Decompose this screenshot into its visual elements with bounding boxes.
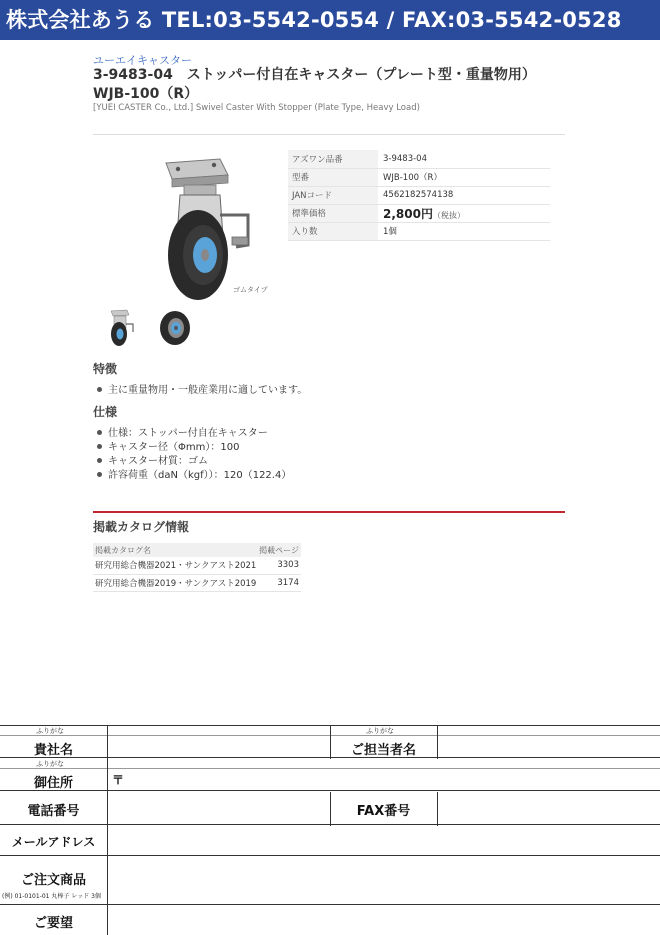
price-cell [378, 204, 550, 222]
bullet-icon [97, 472, 102, 477]
spec-value: 1個 [378, 222, 550, 240]
header-banner: 株式会社あうる TEL:03-5542-0554 / FAX:03-5542-0528 [0, 0, 660, 40]
catalog-col-page: 掲載ページ [257, 543, 301, 557]
spec-key: 型番 [288, 168, 378, 186]
order-label: ご注文商品 [20, 873, 86, 888]
spec-value: WJB-100（R） [378, 168, 550, 186]
specs-heading: 仕様 [93, 405, 118, 419]
spec-value: 3-9483-04 [378, 150, 550, 168]
spec-key: アズワン品番 [288, 150, 378, 168]
postal-mark: 〒 [112, 773, 125, 787]
table-row [93, 557, 301, 574]
spec-row-item-number [288, 150, 550, 168]
form-divider [330, 726, 331, 759]
catalog-page: 3303 [257, 557, 301, 574]
table-row [93, 574, 301, 591]
product-subtitle: [YUEI CASTER Co., Ltd.] Swivel Caster With Stopper (Plate Type, Heavy Load) [93, 103, 420, 113]
spec-item: キャスター径（Φmm）：100 [97, 438, 239, 453]
spec-row-jan [288, 186, 550, 204]
caster-main-image [128, 155, 268, 305]
spec-key: 標準価格 [288, 204, 378, 222]
tel-label: 電話番号 [27, 804, 80, 819]
email-label: メールアドレス [11, 835, 96, 849]
features-heading: 特徴 [93, 362, 118, 376]
furigana-label: ふりがな [36, 760, 64, 768]
spec-key: JANコード [288, 186, 378, 204]
bullet-icon [97, 458, 102, 463]
spec-table [288, 150, 550, 241]
catalog-table [93, 543, 301, 592]
catalog-page: 3174 [257, 574, 301, 591]
spec-item: キャスター材質：ゴム [97, 452, 208, 467]
price-value: 2,800円 [383, 206, 433, 221]
feature-item: 主に重量物用・一般産業用に適しています。 [97, 381, 307, 396]
form-divider [330, 792, 331, 826]
furigana-label: ふりがな [36, 727, 64, 735]
spec-row-quantity [288, 222, 550, 240]
spec-item: 許容荷重（daN（kgf））：120（122.4） [97, 466, 291, 481]
thumbnail-wheel[interactable] [155, 308, 195, 348]
email-row [0, 826, 660, 856]
form-divider [437, 792, 438, 826]
catalog-col-name: 掲載カタログ名 [93, 543, 257, 557]
order-form [0, 725, 660, 935]
catalog-name: 研究用総合機器2021・サンクアスト2021 [93, 557, 257, 574]
spec-item: 仕様：ストッパー付自在キャスター [97, 424, 268, 439]
order-row [0, 857, 660, 905]
image-caption: ゴムタイプ [233, 286, 268, 294]
furigana-label: ふりがな [366, 727, 394, 735]
request-label: ご要望 [33, 916, 73, 931]
fax-label: FAX番号 [356, 804, 411, 819]
spec-key: 入り数 [288, 222, 378, 240]
product-title: 3-9483-04 ストッパー付自在キャスター（プレート型・重量物用） WJB-100（R） [93, 67, 543, 102]
form-divider [107, 726, 108, 935]
person-label: ご担当者名 [350, 743, 416, 758]
brand-link[interactable]: ユーエイキャスター [93, 54, 192, 67]
spec-row-model [288, 168, 550, 186]
bullet-icon [97, 387, 102, 392]
spec-row-price [288, 204, 550, 222]
catalog-name: 研究用総合機器2019・サンクアスト2019 [93, 574, 257, 591]
catalog-header-row [93, 543, 301, 557]
thumbnail-caster-side[interactable] [101, 308, 137, 348]
form-divider [437, 726, 438, 759]
catalog-divider [93, 511, 565, 513]
order-example: (例) 01-0101-01 丸棒子 レッド 3個 [2, 893, 101, 900]
furigana-row [0, 759, 660, 769]
catalog-heading: 掲載カタログ情報 [93, 520, 190, 534]
spec-value: 4562182574138 [378, 186, 550, 204]
price-tax-note: （税抜） [432, 210, 465, 220]
title-divider [93, 134, 565, 135]
bullet-icon [97, 444, 102, 449]
company-label: 貴社名 [33, 743, 73, 758]
address-label: 御住所 [33, 776, 73, 791]
bullet-icon [97, 430, 102, 435]
request-row [0, 906, 660, 935]
address-row [0, 769, 660, 791]
